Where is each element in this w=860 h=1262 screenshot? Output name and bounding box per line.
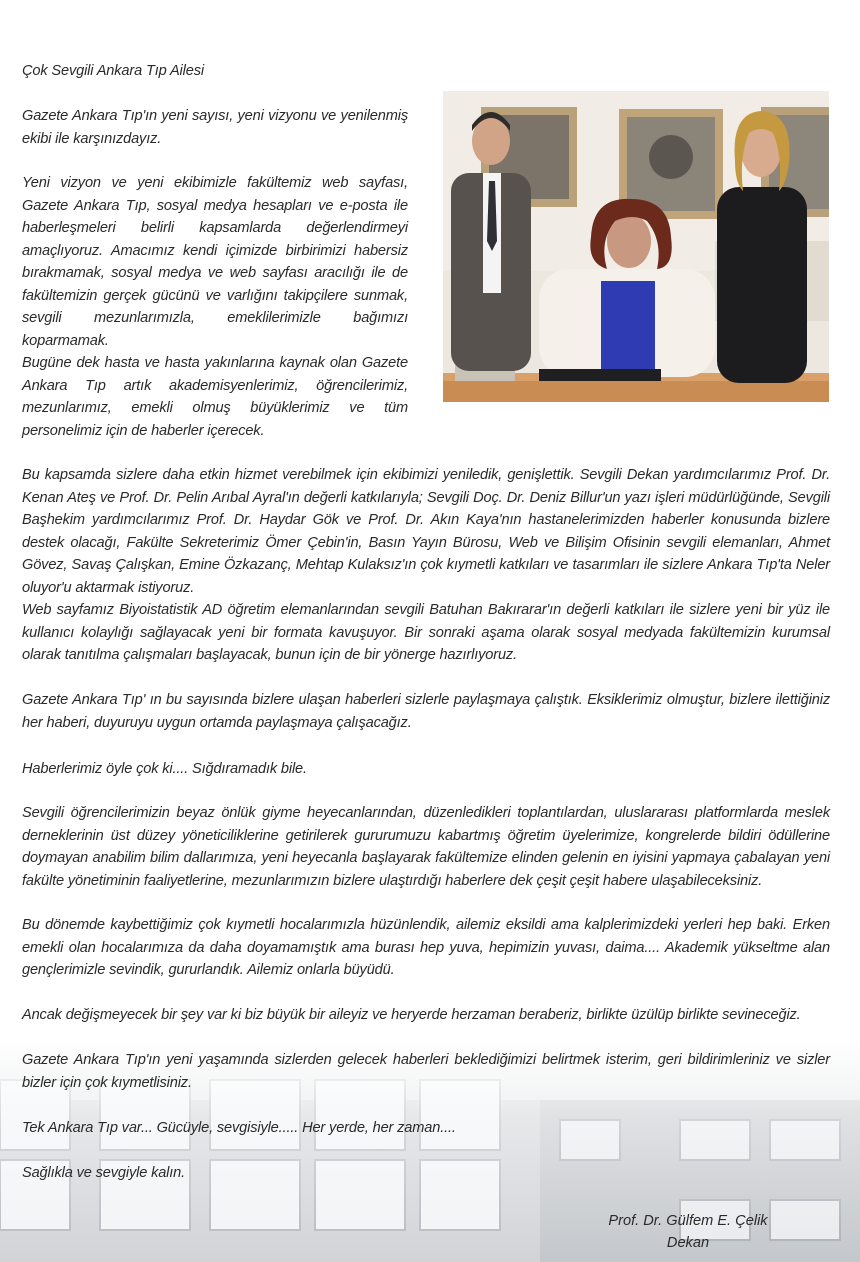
paragraph: Tek Ankara Tıp var... Gücüyle, sevgisiyle..... Her yerde, her zaman.... — [22, 1120, 456, 1136]
salutation: Çok Sevgili Ankara Tıp Ailesi — [22, 63, 204, 79]
paragraph: Web sayfamız Biyoistatistik AD öğretim elemanlarından sevgili Batuhan Bakırarar'ın değerli katkıları ile sizlere yeni bir yüz ile kullanıcı kolaylığı sağlayacak yeni bir formata kavuşuyor. Bir sonraki aşama olarak sosyal medyada fakültemizin kurumsal olarak tanıtılma çalışmaları başlayacak, bunun için de bir yönerge hazırlıyoruz. — [22, 602, 830, 663]
paragraph: Bugüne dek hasta ve hasta yakınlarına kaynak olan Gazete Ankara Tıp artık akademisyenlerimiz, öğrencilerimiz, mezunlarımız, emekli olmuş büyüklerimiz ve tüm personelimiz için de haberler içerecek. — [22, 355, 408, 439]
paragraph: Yeni vizyon ve yeni ekibimizle fakültemiz web sayfası, Gazete Ankara Tıp, sosyal medya hesapları ve e-posta ile haberleşmeleri belirli kapsamlarda değerlendirmeyi amaçlıyoruz. Amacımız kendi içimizde birbirimizi habersiz bırakmamak, sosyal medya ve web sayfası aracılığı ile de fakültemizin gerçek gücünü ve varlığını takipçilere sunmak, sevgili mezunlarımızla, emeklilerimizle bağımızı koparmamak. — [22, 175, 408, 349]
paragraph: Sevgili öğrencilerimizin beyaz önlük giyme heyecanlarından, düzenledikleri toplantılardan, uluslararası platformlarda meslek derneklerinin üst düzey yöneticiliklerine getirilerek gururumuzu kabartmış öğretim üyelerimize, kongrelerde bildiri ödüllerine doymayan anabilim bilim dallarımıza, yeni heyecanla başlayarak fakültemize elinden gelenin en iyisini yapmaya çabalayan yeni fakülte yönetiminin faaliyetlerine, mezunlarımızın bizlere ulaştırdığı haberlere dek çeşit çeşit habere ulaşabileceksiniz. — [22, 805, 830, 889]
paragraph: Gazete Ankara Tıp'ın yeni yaşamında sizlerden gelecek haberleri beklediğimizi belirtmek isterim, geri bildirimleriniz ve sizler bizler için çok kıymetlisiniz. — [22, 1052, 830, 1091]
signature-name: Prof. Dr. Gülfem E. Çelik — [608, 1213, 768, 1229]
paragraph: Ancak değişmeyecek bir şey var ki biz büyük bir aileyiz ve heryerde herzaman beraberiz, birlikte üzülüp birlikte sevineceğiz. — [22, 1007, 801, 1023]
team-photo — [443, 91, 829, 402]
signature-title: Dekan — [666, 1235, 710, 1251]
paragraph: Bu kapsamda sizlere daha etkin hizmet verebilmek için ekibimizi yeniledik, genişlettik. Sevgili Dekan yardımcılarımız Prof. Dr. Kenan Ateş ve Prof. Dr. Pelin Arıbal Ayral'ın değerli katkılarıyla; Sevgili Doç. Dr. Deniz Billur'un yazı işleri müdürlüğünde, Sevgili Başhekim yardımcılarımız Prof. Dr. Haydar Gök ve Prof. Dr. Akın Kaya'nın hastanelerimizden haberler konusunda bizlere destek olacağı, Fakülte Sekreterimiz Ömer Çebin'in, Basın Yayın Bürosu, Web ve Bilişim Ofisinin sevgili elemanları, Ahmet Gövez, Savaş Çalışkan, Emine Özkazanç, Mehtap Kulaksız'ın çok kıymetli katkıları ve tasarımları ile sizlere Ankara Tıp'ta Neler oluyor'u aktarmak istiyoruz. — [22, 467, 830, 596]
paragraph: Haberlerimiz öyle çok ki.... Sığdıramadık bile. — [22, 761, 307, 777]
paragraph: Sağlıkla ve sevgiyle kalın. — [22, 1165, 186, 1181]
paragraph: Gazete Ankara Tıp'ın yeni sayısı, yeni vizyonu ve yenilenmiş ekibi ile karşınızdayız. — [22, 108, 408, 147]
signature — [570, 1210, 806, 1254]
paragraph: Gazete Ankara Tıp' ın bu sayısında bizlere ulaşan haberleri sizlerle paylaşmaya çalıştık. Eksiklerimiz olmuştur, bizlere ilettiğiniz her haberi, duyuruyu uygun ortamda paylaşmaya çalışacağız. — [22, 692, 830, 731]
paragraph: Bu dönemde kaybettiğimiz çok kıymetli hocalarımızla hüzünlendik, ailemiz eksildi ama kalplerimizdeki yerleri hep baki. Erken emekli olan hocalarımıza da daha doyamamıştık ama burası hep yuva, hepimizin yuvası, daima.... Akademik yükseltme alan gençlerimizle sevindik, gururlandık. Ailemiz onlarla büyüdü. — [22, 917, 830, 978]
